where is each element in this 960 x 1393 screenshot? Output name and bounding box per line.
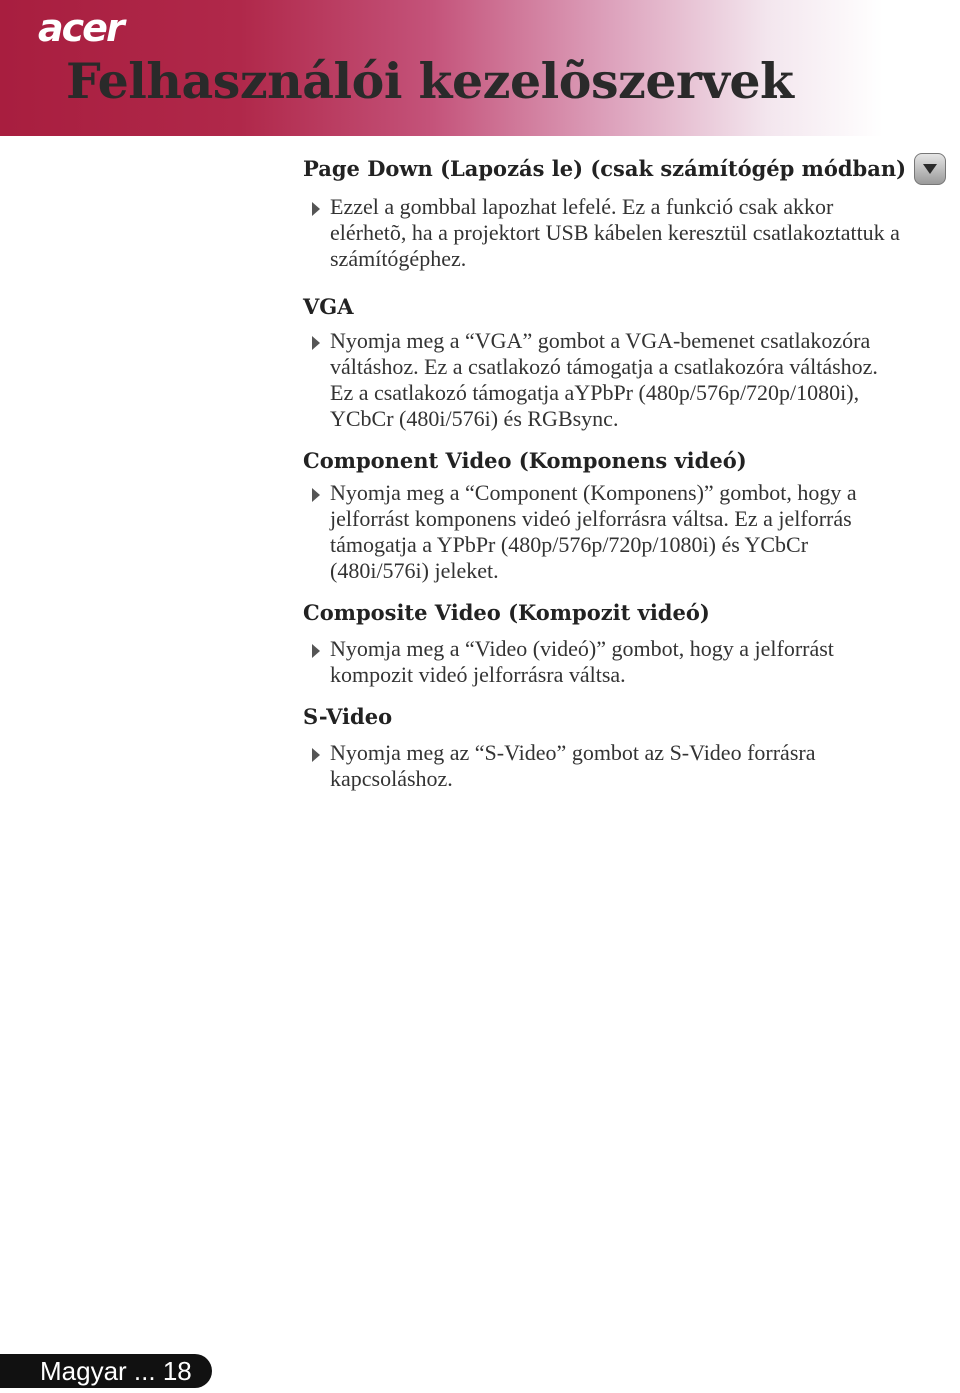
arrow-down-key-icon xyxy=(914,153,946,185)
body-line: számítógéphez. xyxy=(330,246,467,271)
list-item xyxy=(303,480,958,584)
acer-logo: acer xyxy=(38,6,123,50)
body-line: elérhetõ, ha a projektort USB kábelen keresztül csatlakoztattuk a xyxy=(330,220,900,245)
section-composite-video xyxy=(303,596,958,688)
triangle-bullet-icon xyxy=(312,644,320,658)
section-title-s-video: S-Video xyxy=(303,704,393,729)
body-line: Nyomja meg a “Component (Komponens)” gombot, hogy a xyxy=(330,480,857,505)
list-item xyxy=(303,740,958,792)
main-content xyxy=(303,152,958,792)
triangle-bullet-icon xyxy=(312,336,320,350)
body-line: kapcsoláshoz. xyxy=(330,766,453,791)
body-line: Nyomja meg a “Video (videó)” gombot, hogy a jelforrást xyxy=(330,636,834,661)
section-component-video xyxy=(303,444,958,584)
list-item xyxy=(303,194,958,272)
triangle-bullet-icon xyxy=(312,202,320,216)
list-item xyxy=(303,636,958,688)
section-title-component-video: Component Video (Komponens videó) xyxy=(303,448,747,473)
body-line: Nyomja meg a “VGA” gombot a VGA-bemenet csatlakozóra xyxy=(330,328,871,353)
triangle-bullet-icon xyxy=(312,488,320,502)
section-page-down xyxy=(303,152,958,272)
section-title-vga: VGA xyxy=(303,294,354,319)
section-s-video xyxy=(303,700,958,792)
body-line: támogatja a YPbPr (480p/576p/720p/1080i) és YCbCr xyxy=(330,532,809,557)
body-line: Nyomja meg az “S-Video” gombot az S-Video forrásra xyxy=(330,740,816,765)
list-item xyxy=(303,328,958,432)
body-line: váltáshoz. Ez a csatlakozó támogatja a csatlakozóra váltáshoz. xyxy=(330,354,878,379)
body-line: (480i/576i) jeleket. xyxy=(330,558,499,583)
body-line: jelforrást komponens videó jelforrásra váltsa. Ez a jelforrás xyxy=(330,506,852,531)
section-title-composite-video: Composite Video (Kompozit videó) xyxy=(303,600,710,625)
footer-page-label: Magyar ... 18 xyxy=(40,1356,192,1386)
body-line: YCbCr (480i/576i) és RGBsync. xyxy=(330,406,619,431)
body-line: Ez a csatlakozó támogatja aYPbPr (480p/576p/720p/1080i), xyxy=(330,380,860,405)
page-title: Felhasználói kezelõszervek xyxy=(66,52,794,110)
body-line: kompozit videó jelforrásra váltsa. xyxy=(330,662,626,687)
section-vga xyxy=(303,290,958,432)
body-line: Ezzel a gombbal lapozhat lefelé. Ez a funkció csak akkor xyxy=(330,194,834,219)
section-title-page-down: Page Down (Lapozás le) (csak számítógép módban) xyxy=(303,156,907,181)
triangle-bullet-icon xyxy=(312,748,320,762)
